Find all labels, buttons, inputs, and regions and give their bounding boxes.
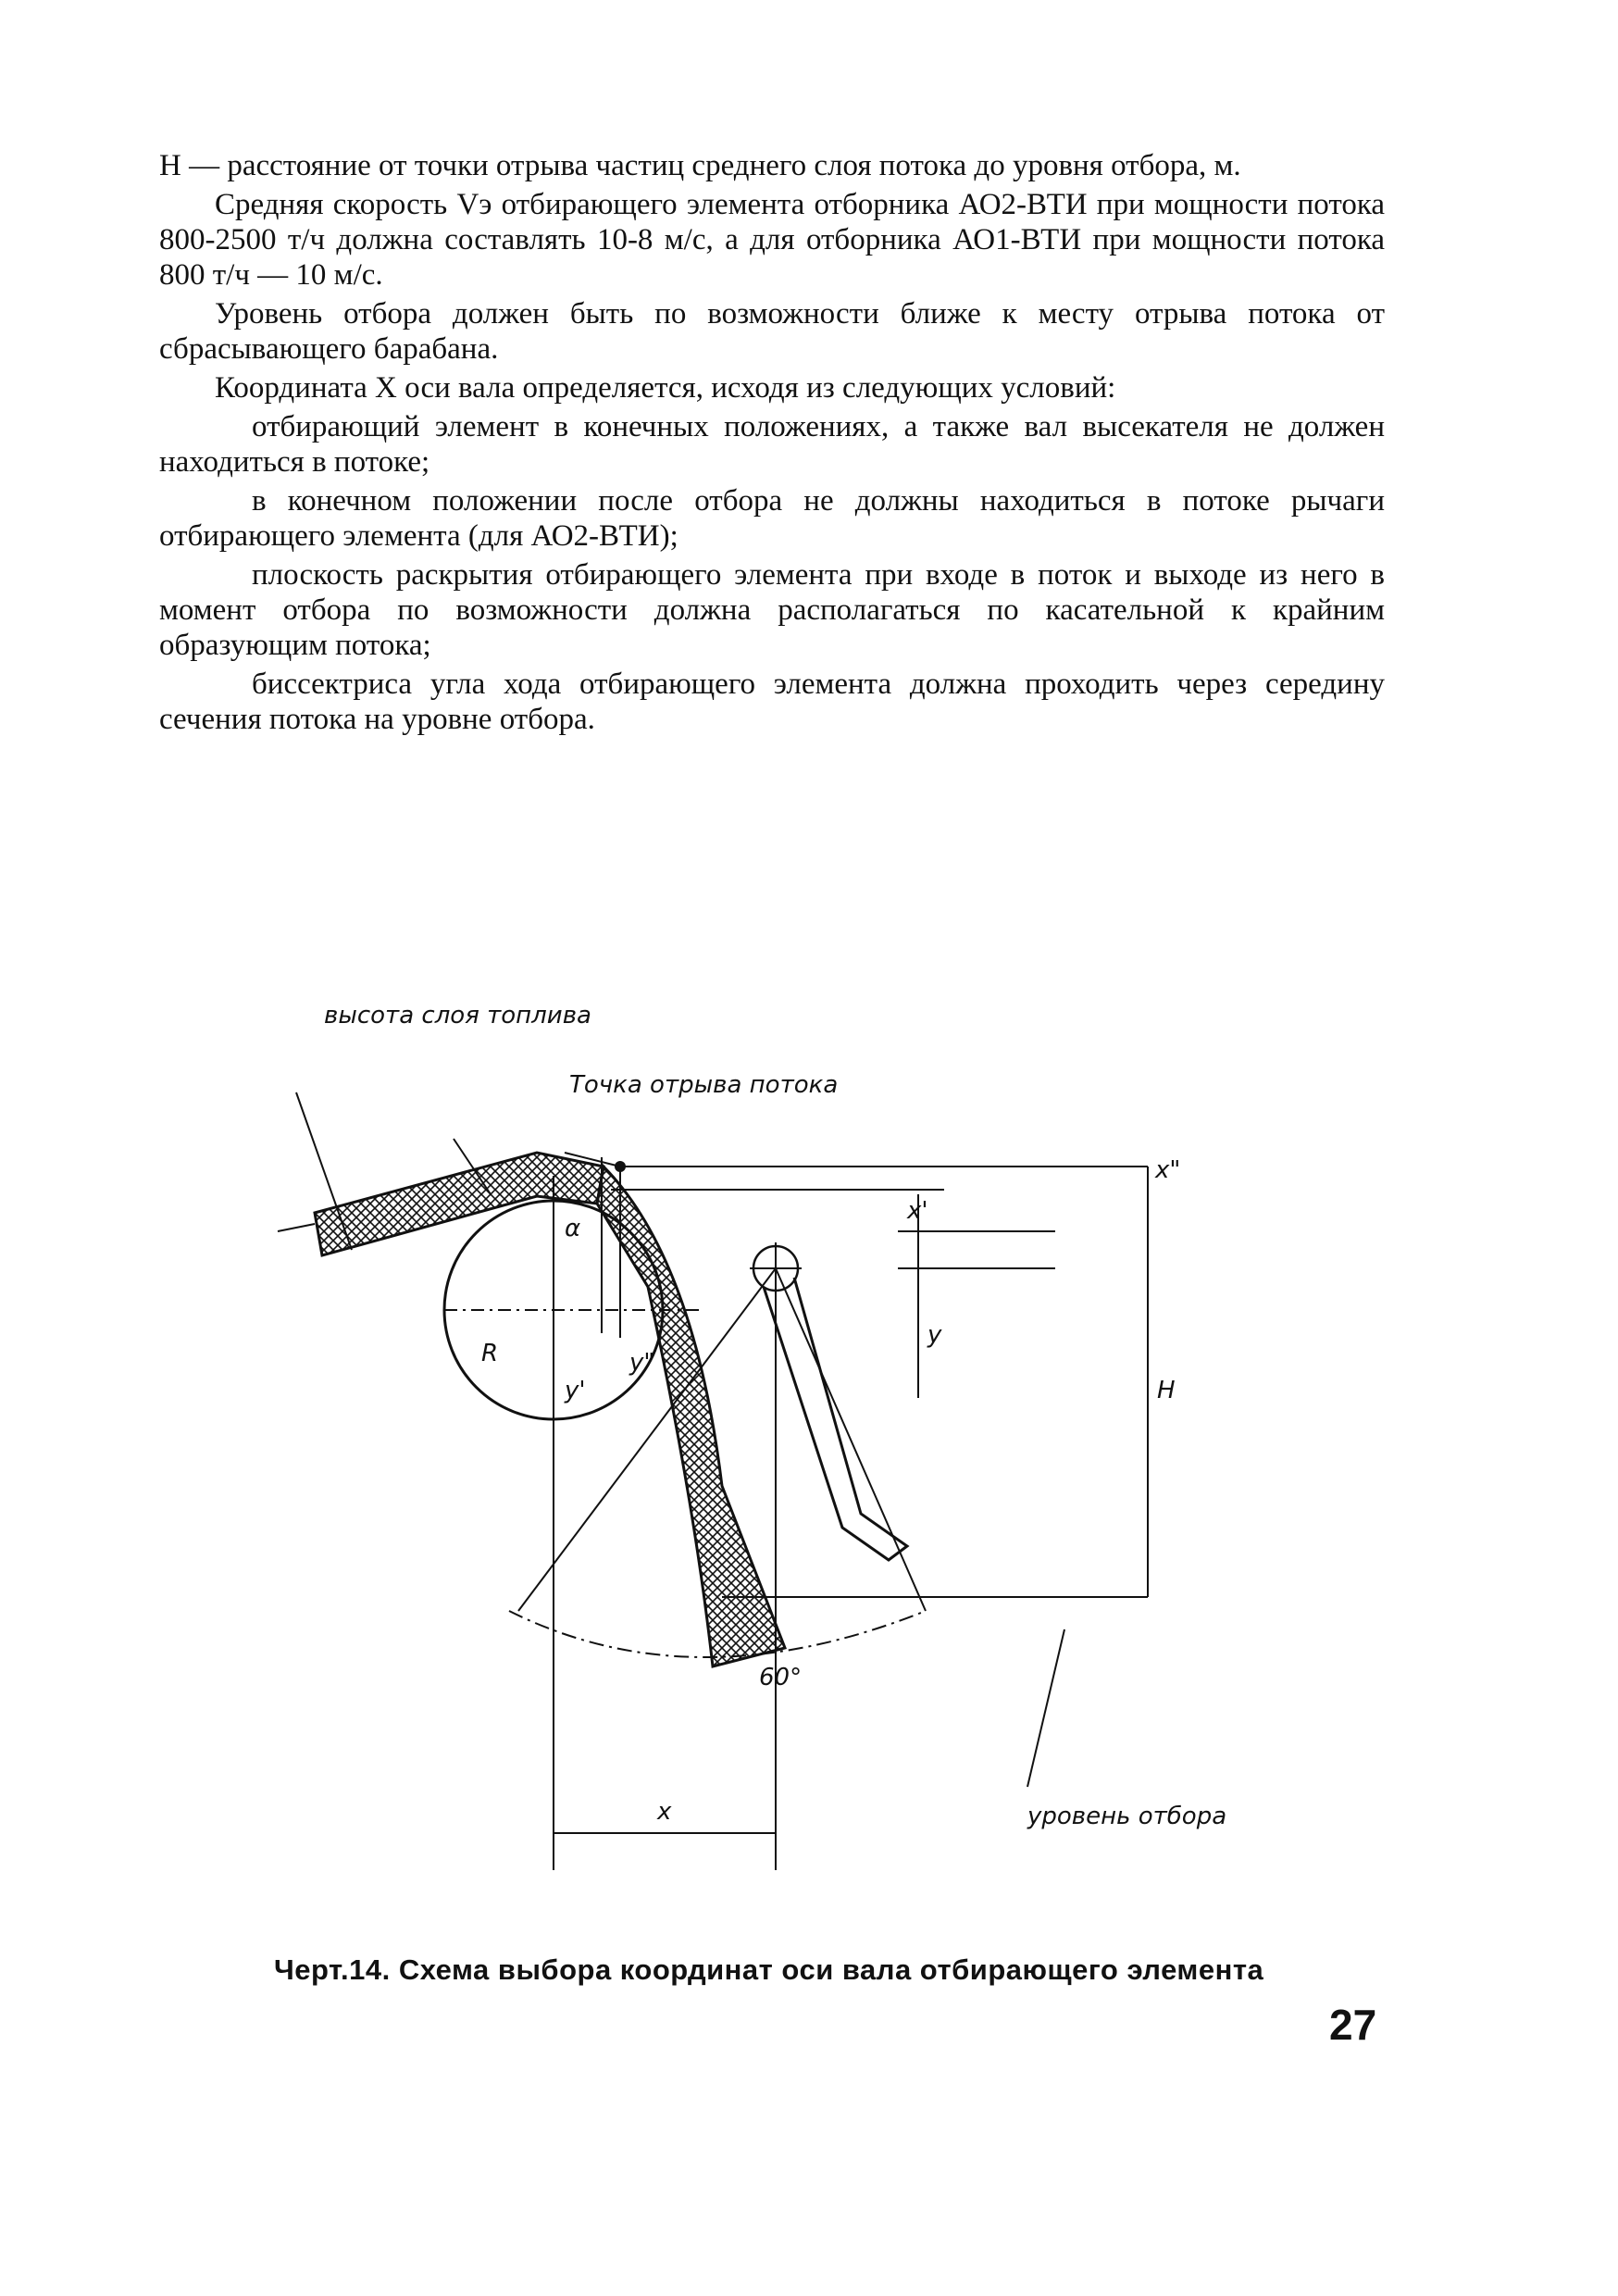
figure-caption: Черт.14. Схема выбора координат оси вала отбирающего элемента: [274, 1953, 1264, 1986]
dim-x-label: x: [657, 1798, 672, 1826]
label-fuel-height: высота слоя топлива: [324, 1002, 591, 1029]
paragraph-h-definition: H — расстояние от точки отрыва частиц среднего слоя потока до уровня отбора, м.: [159, 149, 1241, 182]
fuel-layer: [315, 1153, 604, 1255]
condition-1: отбирающий элемент в конечных положениях, а также вал высекателя не должен находиться в потоке;: [159, 410, 1385, 479]
radius-label: R: [481, 1340, 499, 1367]
condition-3: плоскость раскрытия отбирающего элемента при входе в поток и выходе из него в момент отбора по возможности должна располагаться по касательной к крайним образующим потока;: [159, 558, 1385, 662]
label-selection-level: уровень отбора: [1027, 1803, 1227, 1830]
paragraph-speed: Средняя скорость Vэ отбирающего элемента отборника АО2-ВТИ при мощности потока 800-2500 т/ч должна составлять 10-8 м/с, а для отборника АО1-ВТИ при мощности потока 800 т/ч — 10 м/с.: [159, 188, 1385, 292]
label-separation-point: Точка отрыва потока: [569, 1071, 839, 1099]
condition-4: биссектриса угла хода отбирающего элемента должна проходить через середину сечения потока на уровне отбора.: [159, 668, 1385, 736]
angle-label: 60°: [759, 1664, 803, 1691]
dim-y-label: y: [927, 1321, 942, 1349]
dim-h-label: H: [1157, 1377, 1176, 1404]
alpha-label: α: [565, 1215, 581, 1242]
axis-x1-label: x': [907, 1197, 928, 1225]
page-number: 27: [1329, 2001, 1377, 2049]
paragraph-level: Уровень отбора должен быть по возможности ближе к месту отрыва потока от сбрасывающего барабана.: [159, 297, 1385, 366]
paragraph-coordinate: Координата X оси вала определяется, исходя из следующих условий:: [215, 371, 1116, 405]
fuel-stream: [597, 1167, 785, 1666]
body-text: [159, 148, 1385, 741]
shaft-coordinate-diagram: [259, 981, 1277, 1889]
axis-y2-label: y": [629, 1349, 655, 1377]
axis-y1-label: y': [565, 1377, 586, 1404]
condition-2: в конечном положении после отбора не должны находиться в потоке рычаги отбирающего элемента (для АО2-ВТИ);: [159, 484, 1385, 553]
axis-x2-label: x": [1155, 1156, 1181, 1184]
